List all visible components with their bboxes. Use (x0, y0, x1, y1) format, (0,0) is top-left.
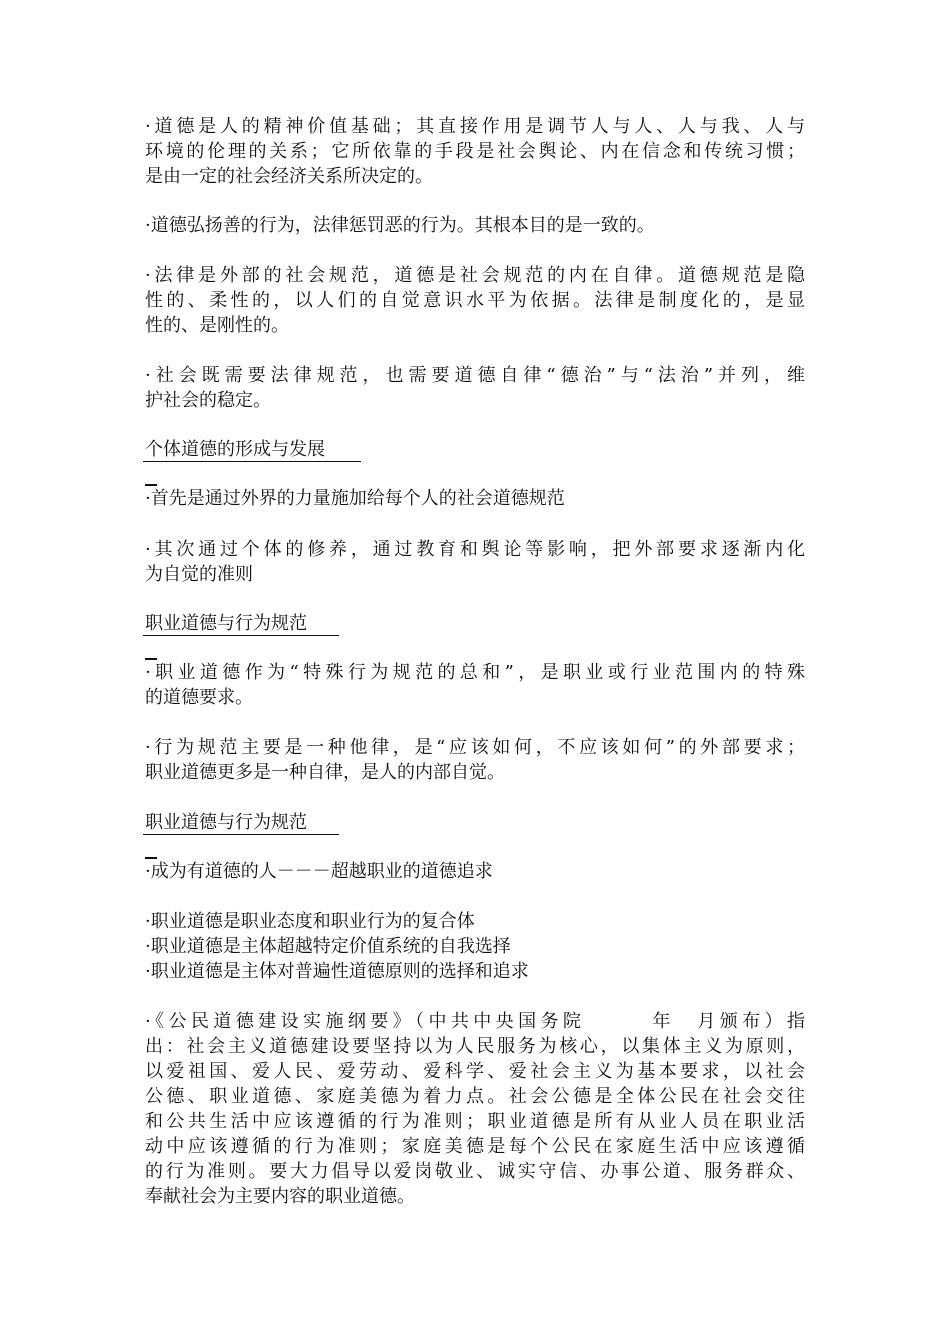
paragraph-line: 的行为准则。要大力倡导以爱岗敬业、诚实守信、办事公道、服务群众、 (145, 1161, 805, 1182)
bullet-marker (145, 857, 157, 859)
paragraph-line: 护社会的稳定。 (145, 390, 271, 411)
paragraph-line: 性的、是刚性的。 (145, 315, 289, 336)
heading-underline (143, 461, 361, 462)
section-heading: 职业道德与行为规范 (145, 812, 307, 833)
paragraph-line: ·法律是外部的社会规范，道德是社会规范的内在自律。道德规范是隐 (145, 265, 805, 286)
paragraph-line: ·职业道德是主体对普遍性道德原则的选择和追求 (145, 961, 529, 982)
bullet-marker (145, 484, 157, 486)
paragraph-line: 的道德要求。 (145, 687, 253, 708)
paragraph-line: 是由一定的社会经济关系所决定的。 (145, 166, 433, 187)
paragraph-line: 和公共生活中应该遵循的行为准则；职业道德是所有从业人员在职业活 (145, 1111, 805, 1132)
paragraph-line: ·行为规范主要是一种他律，是“应该如何，不应该如何”的外部要求； (145, 737, 805, 758)
paragraph-line: 公德、职业道德、家庭美德为着力点。社会公德是全体公民在社会交往 (145, 1086, 805, 1107)
paragraph-line: 出：社会主义道德建设要坚持以为人民服务为核心，以集体主义为原则， (145, 1036, 805, 1057)
bullet-marker (145, 658, 157, 660)
paragraph-line: 性的、柔性的，以人们的自觉意识水平为依据。法律是制度化的，是显 (145, 290, 805, 311)
paragraph-line: 奉献社会为主要内容的职业道德。 (145, 1186, 415, 1207)
paragraph-line: 环境的伦理的关系；它所依靠的手段是社会舆论、内在信念和传统习惯； (145, 141, 805, 162)
paragraph-line: ·职业道德作为“特殊行为规范的总和”，是职业或行业范围内的特殊 (145, 662, 805, 683)
paragraph-line: 为自觉的准则 (145, 564, 253, 585)
paragraph-line: 动中应该遵循的行为准则；家庭美德是每个公民在家庭生活中应该遵循 (145, 1136, 805, 1157)
paragraph-line: ·职业道德是职业态度和职业行为的复合体 (145, 911, 475, 932)
paragraph-line: ·道德弘扬善的行为，法律惩罚恶的行为。其根本目的是一致的。 (145, 215, 655, 236)
section-heading: 个体道德的形成与发展 (145, 439, 325, 460)
paragraph-line: ·《公民道德建设实施纲要》（中共中央国务院 年 月颁布）指 (145, 1011, 805, 1032)
paragraph-line: ·道德是人的精神价值基础；其直接作用是调节人与人、人与我、人与 (145, 116, 805, 137)
paragraph-line: ·职业道德是主体超越特定价值系统的自我选择 (145, 936, 511, 957)
heading-underline (143, 834, 339, 835)
heading-underline (143, 635, 339, 636)
section-heading: 职业道德与行为规范 (145, 613, 307, 634)
paragraph-line: ·其次通过个体的修养，通过教育和舆论等影响，把外部要求逐渐内化 (145, 539, 805, 560)
paragraph-line: ·成为有道德的人－－－超越职业的道德追求 (145, 861, 493, 882)
paragraph-line: 以爱祖国、爱人民、爱劳动、爱科学、爱社会主义为基本要求，以社会 (145, 1061, 805, 1082)
paragraph-line: 职业道德更多是一种自律，是人的内部自觉。 (145, 762, 505, 783)
paragraph-line: ·社会既需要法律规范，也需要道德自律“德治”与“法治”并列，维 (145, 365, 805, 386)
paragraph-line: ·首先是通过外界的力量施加给每个人的社会道德规范 (145, 488, 565, 509)
